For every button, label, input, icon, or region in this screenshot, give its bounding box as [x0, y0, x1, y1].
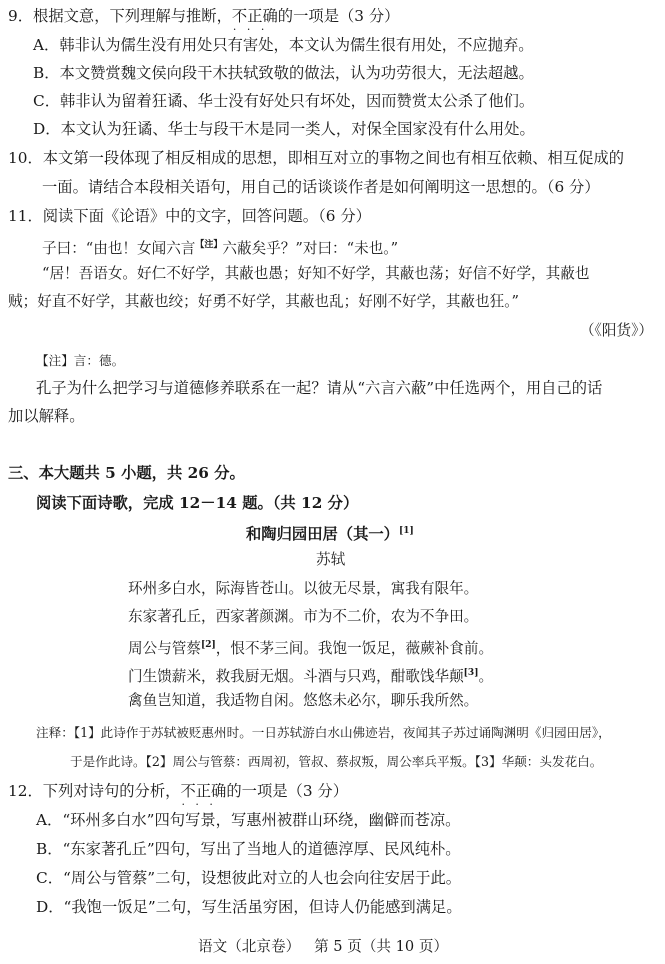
q11-stem: 11．阅读下面《论语》中的文字，回答问题。（6 分） — [8, 207, 371, 225]
q11-question-line1: 孔子为什么把学习与道德修养联系在一起？请从“六言六蔽”中任选两个，用自己的话 — [36, 379, 603, 397]
poem-line-5: 禽鱼岂知道，我适物自闲。悠悠未必尔，聊乐我所然。 — [128, 692, 479, 709]
q9-option-a: A．韩非认为儒生没有用处只有害处，本文认为儒生很有用处，不应抛弃。 — [33, 36, 534, 54]
q11-question-line2: 加以解释。 — [8, 407, 85, 425]
q11-quote-line2: “居！吾语女。好仁不好学，其蔽也愚；好知不好学，其蔽也荡；好信不好学，其蔽也 — [42, 265, 590, 282]
q11-note-mark: 【注】 — [195, 240, 223, 250]
q11-quote-line3: 贼；好直不好学，其蔽也绞；好勇不好学，其蔽也乱；好刚不好学，其蔽也狂。” — [8, 293, 519, 310]
poem-title-note: [1] — [398, 526, 414, 536]
poem-author: 苏轼 — [316, 551, 346, 568]
q12-emphasis: 不正确 · · — [180, 782, 226, 800]
poem-title: 和陶归园田居（其一）[1] — [246, 525, 414, 544]
q9-option-d: D．本文认为狂谲、华士与段干木是同一类人，对保全国家没有什么用处。 — [33, 120, 535, 138]
q12-stem: 12．下列对诗句的分析，不正确 · ·的一项是（3 分） — [8, 781, 348, 801]
q11-source: （《阳货》） — [580, 322, 653, 339]
poem-line-2: 东家著孔丘，西家著颜渊。市为不二价，农为不争田。 — [128, 608, 479, 625]
poem-line-3: 周公与管蔡[2]，恨不茅三间。我饱一饭足，薇蕨补食前。 — [128, 639, 494, 657]
poem-note-2: [2] — [200, 640, 216, 650]
poem-note-3: [3] — [463, 668, 479, 678]
q12-option-c: C．“周公与管蔡”二句，设想彼此对立的人也会向往安居于此。 — [36, 869, 462, 887]
page-footer: 语文（北京卷） 第 5 页（共 10 页） — [198, 938, 449, 955]
q10-line1: 10．本文第一段体现了相反相成的思想，即相互对立的事物之间也有相互依赖、相互促成的 — [8, 149, 625, 167]
poem-notes-line1: 注释：【1】此诗作于苏轼被贬惠州时。一日苏轼游白水山佛迹岩，夜闻其子苏过诵陶渊明《归园田居》， — [36, 725, 611, 740]
q9-option-b: B．本文赞赏魏文侯向段干木扶轼致敬的做法，认为功劳很大，无法超越。 — [33, 64, 534, 82]
q12-option-a: A．“环州多白水”四句写景，写惠州被群山环绕，幽僻而苍凉。 — [36, 811, 461, 829]
q10-line2: 一面。请结合本段相关语句，用自己的话谈谈作者是如何阐明这一思想的。（6 分） — [42, 178, 600, 196]
poem-line-4: 门生馈薪米，救我厨无烟。斗酒与只鸡，酣歌饯华颠[3]。 — [128, 667, 494, 685]
q12-option-d: D．“我饱一饭足”二句，写生活虽穷困，但诗人仍能感到满足。 — [36, 898, 462, 916]
q11-note: 【注】言：德。 — [36, 353, 125, 368]
poem-notes-line2: 于是作此诗。【2】周公与管蔡：西周初，管叔、蔡叔叛，周公率兵平叛。【3】华颠：头发花白。 — [70, 754, 603, 769]
q12-option-b: B．“东家著孔丘”四句，写出了当地人的道德淳厚、民风纯朴。 — [36, 840, 461, 858]
section3-subheading: 阅读下面诗歌，完成 12－14 题。（共 12 分） — [36, 494, 359, 512]
q9-stem: 9．根据文意，下列理解与推断，不正确 · ·的一项是（3 分） — [8, 6, 399, 26]
section3-heading: 三、本大题共 5 小题，共 26 分。 — [8, 464, 245, 482]
q9-option-c: C．韩非认为留着狂谲、华士没有好处只有坏处，因而赞赏太公杀了他们。 — [33, 92, 535, 110]
q11-quote-line1: 子曰：“由也！女闻六言$^{【注】}$六蔽矣乎？”对曰：“未也。” — [42, 239, 399, 257]
poem-line-1: 环州多白水，际海皆苍山。以彼无尽景，寓我有限年。 — [128, 580, 479, 597]
q9-emphasis: 不正确 · · — [232, 7, 278, 25]
